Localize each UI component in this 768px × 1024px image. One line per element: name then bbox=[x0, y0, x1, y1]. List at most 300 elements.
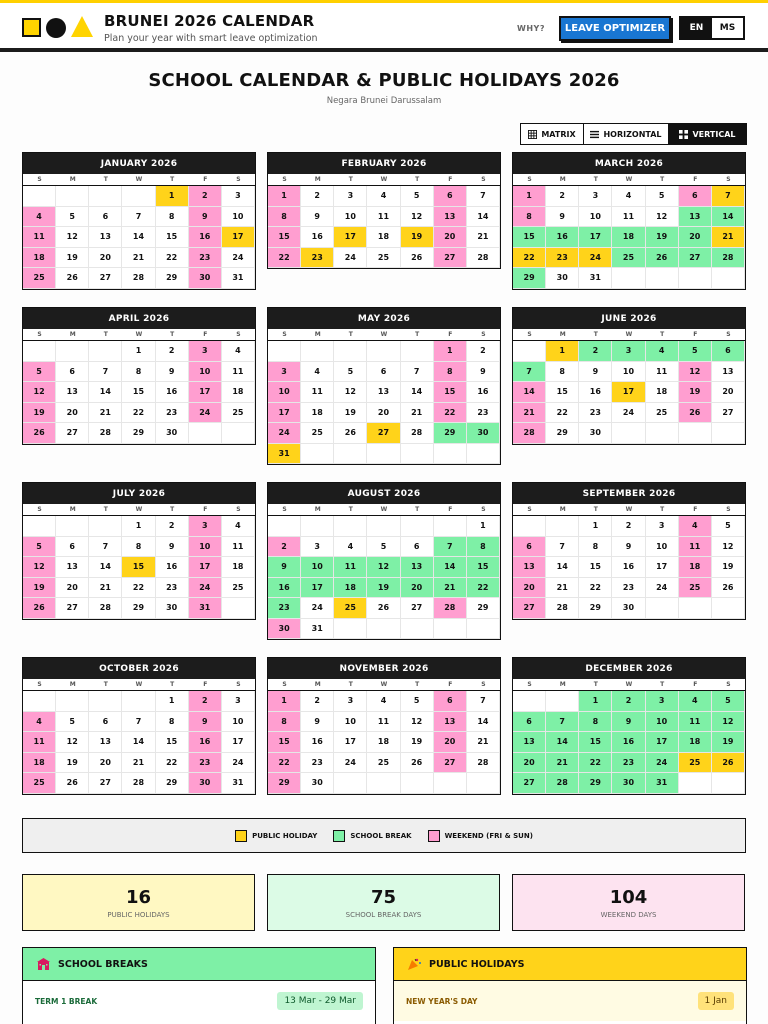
day-cell[interactable]: 26 bbox=[401, 248, 434, 269]
day-cell[interactable]: 9 bbox=[156, 362, 189, 383]
day-cell[interactable]: 31 bbox=[646, 773, 679, 794]
day-cell[interactable]: 4 bbox=[679, 691, 712, 712]
day-cell[interactable]: 20 bbox=[434, 227, 467, 248]
day-cell[interactable]: 12 bbox=[334, 382, 367, 403]
day-cell[interactable]: 1 bbox=[434, 341, 467, 362]
day-cell[interactable]: 21 bbox=[513, 403, 546, 424]
day-cell[interactable]: 5 bbox=[712, 516, 745, 537]
day-cell[interactable]: 15 bbox=[156, 227, 189, 248]
day-cell[interactable]: 27 bbox=[401, 598, 434, 619]
day-cell[interactable]: 5 bbox=[646, 186, 679, 207]
day-cell[interactable]: 27 bbox=[56, 423, 89, 444]
day-cell[interactable]: 15 bbox=[467, 557, 500, 578]
school-break-row[interactable] bbox=[23, 981, 375, 1021]
day-cell[interactable]: 17 bbox=[268, 403, 301, 424]
day-cell[interactable]: 19 bbox=[23, 403, 56, 424]
day-cell[interactable]: 12 bbox=[56, 227, 89, 248]
public-holiday-row[interactable] bbox=[394, 981, 746, 1021]
day-cell[interactable]: 23 bbox=[156, 578, 189, 599]
day-cell[interactable]: 7 bbox=[122, 712, 155, 733]
day-cell[interactable]: 13 bbox=[401, 557, 434, 578]
day-cell[interactable]: 18 bbox=[679, 557, 712, 578]
day-cell[interactable]: 8 bbox=[268, 712, 301, 733]
day-cell[interactable]: 9 bbox=[301, 712, 334, 733]
day-cell[interactable]: 5 bbox=[401, 186, 434, 207]
day-cell[interactable]: 25 bbox=[679, 753, 712, 774]
day-cell[interactable]: 11 bbox=[222, 362, 255, 383]
day-cell[interactable]: 20 bbox=[513, 753, 546, 774]
day-cell[interactable]: 14 bbox=[89, 382, 122, 403]
day-cell[interactable]: 10 bbox=[189, 537, 222, 558]
day-cell[interactable]: 1 bbox=[156, 186, 189, 207]
day-cell[interactable]: 31 bbox=[268, 444, 301, 465]
day-cell[interactable]: 28 bbox=[467, 248, 500, 269]
day-cell[interactable]: 5 bbox=[712, 691, 745, 712]
day-cell[interactable]: 2 bbox=[189, 691, 222, 712]
day-cell[interactable]: 5 bbox=[367, 537, 400, 558]
day-cell[interactable]: 8 bbox=[122, 362, 155, 383]
day-cell[interactable]: 8 bbox=[513, 207, 546, 228]
day-cell[interactable]: 16 bbox=[156, 382, 189, 403]
day-cell[interactable]: 26 bbox=[334, 423, 367, 444]
day-cell[interactable]: 13 bbox=[56, 557, 89, 578]
day-cell[interactable]: 14 bbox=[546, 732, 579, 753]
day-cell[interactable]: 7 bbox=[401, 362, 434, 383]
day-cell[interactable]: 4 bbox=[222, 341, 255, 362]
day-cell[interactable]: 14 bbox=[434, 557, 467, 578]
day-cell[interactable]: 7 bbox=[467, 186, 500, 207]
day-cell[interactable]: 3 bbox=[301, 537, 334, 558]
day-cell[interactable]: 9 bbox=[546, 207, 579, 228]
day-cell[interactable]: 11 bbox=[301, 382, 334, 403]
day-cell[interactable]: 3 bbox=[222, 186, 255, 207]
day-cell[interactable]: 12 bbox=[401, 712, 434, 733]
day-cell[interactable]: 26 bbox=[56, 773, 89, 794]
day-cell[interactable]: 11 bbox=[222, 537, 255, 558]
day-cell[interactable]: 9 bbox=[189, 712, 222, 733]
day-cell[interactable]: 1 bbox=[122, 341, 155, 362]
day-cell[interactable]: 8 bbox=[579, 537, 612, 558]
day-cell[interactable]: 10 bbox=[646, 712, 679, 733]
day-cell[interactable]: 10 bbox=[301, 557, 334, 578]
day-cell[interactable]: 9 bbox=[612, 537, 645, 558]
day-cell[interactable]: 22 bbox=[513, 248, 546, 269]
day-cell[interactable]: 14 bbox=[467, 712, 500, 733]
day-cell[interactable]: 30 bbox=[156, 598, 189, 619]
view-matrix-button[interactable] bbox=[521, 124, 584, 144]
day-cell[interactable]: 21 bbox=[546, 578, 579, 599]
day-cell[interactable]: 24 bbox=[646, 578, 679, 599]
day-cell[interactable]: 20 bbox=[679, 227, 712, 248]
day-cell[interactable]: 26 bbox=[712, 753, 745, 774]
day-cell[interactable]: 17 bbox=[301, 578, 334, 599]
day-cell[interactable]: 2 bbox=[612, 516, 645, 537]
day-cell[interactable]: 2 bbox=[156, 516, 189, 537]
day-cell[interactable]: 20 bbox=[56, 403, 89, 424]
day-cell[interactable]: 12 bbox=[712, 712, 745, 733]
day-cell[interactable]: 24 bbox=[189, 578, 222, 599]
day-cell[interactable]: 31 bbox=[579, 268, 612, 289]
day-cell[interactable]: 10 bbox=[222, 207, 255, 228]
day-cell[interactable]: 27 bbox=[434, 248, 467, 269]
day-cell[interactable]: 22 bbox=[122, 403, 155, 424]
day-cell[interactable]: 30 bbox=[579, 423, 612, 444]
day-cell[interactable]: 18 bbox=[367, 732, 400, 753]
day-cell[interactable]: 23 bbox=[268, 598, 301, 619]
day-cell[interactable]: 1 bbox=[268, 691, 301, 712]
day-cell[interactable]: 2 bbox=[467, 341, 500, 362]
day-cell[interactable]: 29 bbox=[268, 773, 301, 794]
day-cell[interactable]: 4 bbox=[301, 362, 334, 383]
day-cell[interactable]: 22 bbox=[122, 578, 155, 599]
day-cell[interactable]: 6 bbox=[89, 712, 122, 733]
day-cell[interactable]: 14 bbox=[122, 227, 155, 248]
day-cell[interactable]: 2 bbox=[301, 186, 334, 207]
day-cell[interactable]: 29 bbox=[156, 773, 189, 794]
view-horizontal-button[interactable] bbox=[584, 124, 669, 144]
day-cell[interactable]: 18 bbox=[646, 382, 679, 403]
day-cell[interactable]: 27 bbox=[89, 773, 122, 794]
day-cell[interactable]: 26 bbox=[23, 423, 56, 444]
day-cell[interactable]: 25 bbox=[23, 773, 56, 794]
day-cell[interactable]: 6 bbox=[434, 186, 467, 207]
day-cell[interactable]: 28 bbox=[467, 753, 500, 774]
day-cell[interactable]: 7 bbox=[89, 537, 122, 558]
day-cell[interactable]: 10 bbox=[334, 712, 367, 733]
day-cell[interactable]: 5 bbox=[23, 362, 56, 383]
day-cell[interactable]: 30 bbox=[189, 773, 222, 794]
day-cell[interactable]: 1 bbox=[156, 691, 189, 712]
day-cell[interactable]: 5 bbox=[56, 207, 89, 228]
day-cell[interactable]: 15 bbox=[122, 557, 155, 578]
day-cell[interactable]: 21 bbox=[467, 227, 500, 248]
day-cell[interactable]: 13 bbox=[367, 382, 400, 403]
day-cell[interactable]: 5 bbox=[679, 341, 712, 362]
day-cell[interactable]: 31 bbox=[222, 773, 255, 794]
day-cell[interactable]: 22 bbox=[156, 248, 189, 269]
day-cell[interactable]: 28 bbox=[546, 773, 579, 794]
day-cell[interactable]: 7 bbox=[513, 362, 546, 383]
day-cell[interactable]: 18 bbox=[301, 403, 334, 424]
day-cell[interactable]: 30 bbox=[612, 598, 645, 619]
day-cell[interactable]: 29 bbox=[546, 423, 579, 444]
day-cell[interactable]: 15 bbox=[513, 227, 546, 248]
day-cell[interactable]: 27 bbox=[367, 423, 400, 444]
day-cell[interactable]: 30 bbox=[467, 423, 500, 444]
day-cell[interactable]: 27 bbox=[434, 753, 467, 774]
day-cell[interactable]: 29 bbox=[579, 598, 612, 619]
day-cell[interactable]: 10 bbox=[189, 362, 222, 383]
day-cell[interactable]: 6 bbox=[434, 691, 467, 712]
day-cell[interactable]: 10 bbox=[612, 362, 645, 383]
day-cell[interactable]: 1 bbox=[579, 691, 612, 712]
day-cell[interactable]: 13 bbox=[679, 207, 712, 228]
day-cell[interactable]: 28 bbox=[712, 248, 745, 269]
day-cell[interactable]: 29 bbox=[467, 598, 500, 619]
day-cell[interactable]: 28 bbox=[434, 598, 467, 619]
day-cell[interactable]: 28 bbox=[546, 598, 579, 619]
day-cell[interactable]: 16 bbox=[612, 732, 645, 753]
day-cell[interactable]: 17 bbox=[334, 732, 367, 753]
day-cell[interactable]: 25 bbox=[367, 753, 400, 774]
day-cell[interactable]: 1 bbox=[268, 186, 301, 207]
day-cell[interactable]: 5 bbox=[401, 691, 434, 712]
day-cell[interactable]: 31 bbox=[301, 619, 334, 640]
day-cell[interactable]: 23 bbox=[612, 578, 645, 599]
day-cell[interactable]: 12 bbox=[679, 362, 712, 383]
day-cell[interactable]: 2 bbox=[301, 691, 334, 712]
day-cell[interactable]: 17 bbox=[579, 227, 612, 248]
day-cell[interactable]: 20 bbox=[434, 732, 467, 753]
day-cell[interactable]: 27 bbox=[679, 248, 712, 269]
day-cell[interactable]: 18 bbox=[23, 248, 56, 269]
day-cell[interactable]: 21 bbox=[122, 753, 155, 774]
day-cell[interactable]: 9 bbox=[579, 362, 612, 383]
day-cell[interactable]: 27 bbox=[513, 598, 546, 619]
day-cell[interactable]: 13 bbox=[434, 712, 467, 733]
day-cell[interactable]: 6 bbox=[367, 362, 400, 383]
day-cell[interactable]: 6 bbox=[513, 537, 546, 558]
day-cell[interactable]: 20 bbox=[89, 753, 122, 774]
day-cell[interactable]: 1 bbox=[579, 516, 612, 537]
day-cell[interactable]: 18 bbox=[612, 227, 645, 248]
day-cell[interactable]: 14 bbox=[467, 207, 500, 228]
day-cell[interactable]: 12 bbox=[23, 557, 56, 578]
day-cell[interactable]: 2 bbox=[579, 341, 612, 362]
day-cell[interactable]: 3 bbox=[222, 691, 255, 712]
day-cell[interactable]: 7 bbox=[712, 186, 745, 207]
day-cell[interactable]: 23 bbox=[546, 248, 579, 269]
day-cell[interactable]: 19 bbox=[646, 227, 679, 248]
day-cell[interactable]: 23 bbox=[579, 403, 612, 424]
day-cell[interactable]: 12 bbox=[367, 557, 400, 578]
day-cell[interactable]: 31 bbox=[222, 268, 255, 289]
day-cell[interactable]: 21 bbox=[89, 403, 122, 424]
day-cell[interactable]: 28 bbox=[89, 598, 122, 619]
day-cell[interactable]: 9 bbox=[156, 537, 189, 558]
day-cell[interactable]: 15 bbox=[434, 382, 467, 403]
day-cell[interactable]: 8 bbox=[434, 362, 467, 383]
day-cell[interactable]: 26 bbox=[679, 403, 712, 424]
day-cell[interactable]: 15 bbox=[268, 732, 301, 753]
day-cell[interactable]: 28 bbox=[513, 423, 546, 444]
day-cell[interactable]: 15 bbox=[579, 557, 612, 578]
day-cell[interactable]: 24 bbox=[646, 753, 679, 774]
day-cell[interactable]: 11 bbox=[23, 732, 56, 753]
day-cell[interactable]: 24 bbox=[612, 403, 645, 424]
day-cell[interactable]: 7 bbox=[89, 362, 122, 383]
day-cell[interactable]: 19 bbox=[712, 732, 745, 753]
day-cell[interactable]: 25 bbox=[646, 403, 679, 424]
day-cell[interactable]: 1 bbox=[467, 516, 500, 537]
day-cell[interactable]: 31 bbox=[189, 598, 222, 619]
day-cell[interactable]: 23 bbox=[301, 248, 334, 269]
day-cell[interactable]: 4 bbox=[646, 341, 679, 362]
day-cell[interactable]: 26 bbox=[23, 598, 56, 619]
day-cell[interactable]: 8 bbox=[546, 362, 579, 383]
day-cell[interactable]: 24 bbox=[268, 423, 301, 444]
day-cell[interactable]: 22 bbox=[579, 753, 612, 774]
day-cell[interactable]: 23 bbox=[156, 403, 189, 424]
day-cell[interactable]: 19 bbox=[401, 732, 434, 753]
day-cell[interactable]: 8 bbox=[156, 207, 189, 228]
day-cell[interactable]: 13 bbox=[513, 732, 546, 753]
day-cell[interactable]: 22 bbox=[268, 753, 301, 774]
day-cell[interactable]: 16 bbox=[467, 382, 500, 403]
day-cell[interactable]: 22 bbox=[467, 578, 500, 599]
day-cell[interactable]: 13 bbox=[712, 362, 745, 383]
day-cell[interactable]: 16 bbox=[156, 557, 189, 578]
day-cell[interactable]: 3 bbox=[646, 691, 679, 712]
day-cell[interactable]: 25 bbox=[679, 578, 712, 599]
day-cell[interactable]: 6 bbox=[401, 537, 434, 558]
day-cell[interactable]: 21 bbox=[467, 732, 500, 753]
day-cell[interactable]: 15 bbox=[122, 382, 155, 403]
day-cell[interactable]: 30 bbox=[546, 268, 579, 289]
day-cell[interactable]: 4 bbox=[612, 186, 645, 207]
day-cell[interactable]: 18 bbox=[222, 382, 255, 403]
day-cell[interactable]: 11 bbox=[367, 207, 400, 228]
day-cell[interactable]: 9 bbox=[301, 207, 334, 228]
day-cell[interactable]: 29 bbox=[122, 598, 155, 619]
day-cell[interactable]: 5 bbox=[23, 537, 56, 558]
day-cell[interactable]: 4 bbox=[367, 186, 400, 207]
day-cell[interactable]: 7 bbox=[467, 691, 500, 712]
day-cell[interactable]: 3 bbox=[334, 186, 367, 207]
day-cell[interactable]: 6 bbox=[56, 537, 89, 558]
day-cell[interactable]: 5 bbox=[334, 362, 367, 383]
day-cell[interactable]: 16 bbox=[189, 732, 222, 753]
day-cell[interactable]: 17 bbox=[646, 557, 679, 578]
day-cell[interactable]: 26 bbox=[56, 268, 89, 289]
day-cell[interactable]: 11 bbox=[612, 207, 645, 228]
day-cell[interactable]: 16 bbox=[612, 557, 645, 578]
day-cell[interactable]: 19 bbox=[334, 403, 367, 424]
day-cell[interactable]: 15 bbox=[156, 732, 189, 753]
day-cell[interactable]: 26 bbox=[712, 578, 745, 599]
day-cell[interactable]: 20 bbox=[401, 578, 434, 599]
day-cell[interactable]: 17 bbox=[334, 227, 367, 248]
day-cell[interactable]: 12 bbox=[712, 537, 745, 558]
day-cell[interactable]: 30 bbox=[301, 773, 334, 794]
day-cell[interactable]: 27 bbox=[712, 403, 745, 424]
day-cell[interactable]: 25 bbox=[367, 248, 400, 269]
day-cell[interactable]: 25 bbox=[23, 268, 56, 289]
day-cell[interactable]: 10 bbox=[334, 207, 367, 228]
day-cell[interactable]: 24 bbox=[334, 248, 367, 269]
day-cell[interactable]: 23 bbox=[301, 753, 334, 774]
day-cell[interactable]: 30 bbox=[189, 268, 222, 289]
day-cell[interactable]: 10 bbox=[646, 537, 679, 558]
day-cell[interactable]: 12 bbox=[56, 732, 89, 753]
day-cell[interactable]: 16 bbox=[189, 227, 222, 248]
day-cell[interactable]: 11 bbox=[23, 227, 56, 248]
day-cell[interactable]: 10 bbox=[222, 712, 255, 733]
day-cell[interactable]: 13 bbox=[89, 732, 122, 753]
day-cell[interactable]: 25 bbox=[222, 578, 255, 599]
day-cell[interactable]: 11 bbox=[367, 712, 400, 733]
day-cell[interactable]: 3 bbox=[189, 341, 222, 362]
day-cell[interactable]: 29 bbox=[513, 268, 546, 289]
day-cell[interactable]: 21 bbox=[401, 403, 434, 424]
day-cell[interactable]: 26 bbox=[646, 248, 679, 269]
day-cell[interactable]: 12 bbox=[23, 382, 56, 403]
day-cell[interactable]: 18 bbox=[222, 557, 255, 578]
day-cell[interactable]: 8 bbox=[156, 712, 189, 733]
leave-optimizer-button[interactable]: LEAVE OPTIMIZER bbox=[559, 16, 671, 41]
day-cell[interactable]: 29 bbox=[122, 423, 155, 444]
day-cell[interactable]: 19 bbox=[56, 248, 89, 269]
day-cell[interactable]: 8 bbox=[122, 537, 155, 558]
day-cell[interactable]: 29 bbox=[434, 423, 467, 444]
day-cell[interactable]: 8 bbox=[268, 207, 301, 228]
day-cell[interactable]: 18 bbox=[679, 732, 712, 753]
day-cell[interactable]: 21 bbox=[89, 578, 122, 599]
day-cell[interactable]: 13 bbox=[434, 207, 467, 228]
day-cell[interactable]: 24 bbox=[222, 753, 255, 774]
day-cell[interactable]: 19 bbox=[367, 578, 400, 599]
day-cell[interactable]: 23 bbox=[612, 753, 645, 774]
day-cell[interactable]: 27 bbox=[56, 598, 89, 619]
day-cell[interactable]: 12 bbox=[646, 207, 679, 228]
day-cell[interactable]: 17 bbox=[222, 732, 255, 753]
day-cell[interactable]: 6 bbox=[679, 186, 712, 207]
day-cell[interactable]: 4 bbox=[23, 712, 56, 733]
day-cell[interactable]: 24 bbox=[222, 248, 255, 269]
day-cell[interactable]: 23 bbox=[467, 403, 500, 424]
day-cell[interactable]: 29 bbox=[156, 268, 189, 289]
day-cell[interactable]: 14 bbox=[401, 382, 434, 403]
day-cell[interactable]: 19 bbox=[712, 557, 745, 578]
day-cell[interactable]: 10 bbox=[268, 382, 301, 403]
day-cell[interactable]: 16 bbox=[546, 227, 579, 248]
day-cell[interactable]: 2 bbox=[612, 691, 645, 712]
day-cell[interactable]: 23 bbox=[189, 248, 222, 269]
day-cell[interactable]: 20 bbox=[712, 382, 745, 403]
day-cell[interactable]: 14 bbox=[513, 382, 546, 403]
day-cell[interactable]: 8 bbox=[579, 712, 612, 733]
day-cell[interactable]: 7 bbox=[122, 207, 155, 228]
day-cell[interactable]: 7 bbox=[546, 537, 579, 558]
day-cell[interactable]: 19 bbox=[23, 578, 56, 599]
day-cell[interactable]: 30 bbox=[268, 619, 301, 640]
day-cell[interactable]: 4 bbox=[679, 516, 712, 537]
day-cell[interactable]: 28 bbox=[122, 268, 155, 289]
day-cell[interactable]: 12 bbox=[401, 207, 434, 228]
day-cell[interactable]: 9 bbox=[268, 557, 301, 578]
day-cell[interactable]: 22 bbox=[156, 753, 189, 774]
day-cell[interactable]: 28 bbox=[89, 423, 122, 444]
day-cell[interactable]: 3 bbox=[189, 516, 222, 537]
day-cell[interactable]: 18 bbox=[367, 227, 400, 248]
day-cell[interactable]: 1 bbox=[546, 341, 579, 362]
day-cell[interactable]: 4 bbox=[23, 207, 56, 228]
day-cell[interactable]: 20 bbox=[89, 248, 122, 269]
day-cell[interactable]: 21 bbox=[434, 578, 467, 599]
day-cell[interactable]: 24 bbox=[301, 598, 334, 619]
day-cell[interactable]: 13 bbox=[89, 227, 122, 248]
day-cell[interactable]: 19 bbox=[56, 753, 89, 774]
view-vertical-button[interactable] bbox=[669, 124, 746, 144]
day-cell[interactable]: 20 bbox=[56, 578, 89, 599]
day-cell[interactable]: 17 bbox=[189, 382, 222, 403]
day-cell[interactable]: 20 bbox=[513, 578, 546, 599]
day-cell[interactable]: 4 bbox=[222, 516, 255, 537]
day-cell[interactable]: 21 bbox=[712, 227, 745, 248]
day-cell[interactable]: 8 bbox=[467, 537, 500, 558]
day-cell[interactable]: 18 bbox=[23, 753, 56, 774]
day-cell[interactable]: 2 bbox=[156, 341, 189, 362]
